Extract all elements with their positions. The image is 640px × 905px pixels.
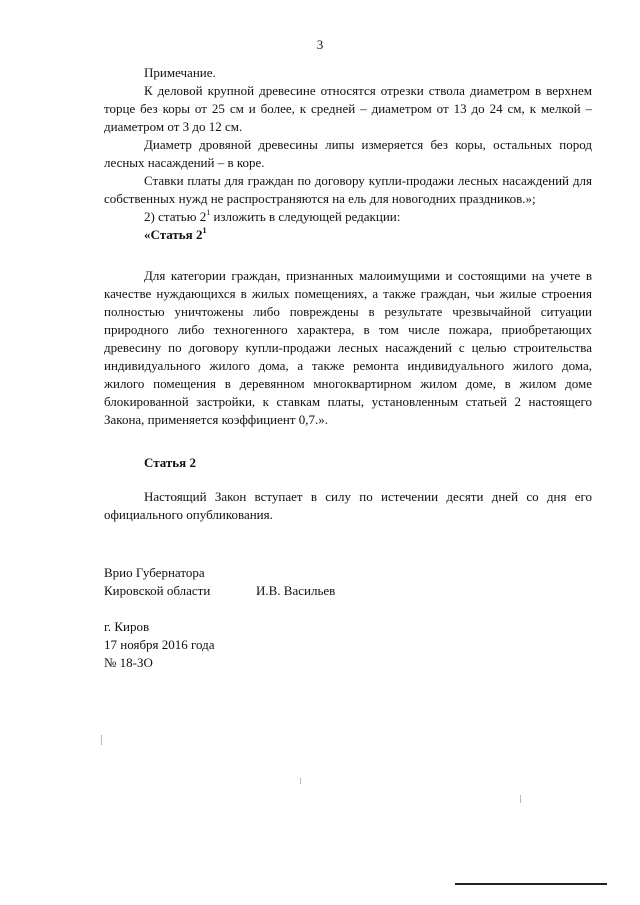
article-2-text: Настоящий Закон вступает в силу по истечении десяти дней со дня его официального опубликования.: [104, 489, 592, 522]
article-2-1-heading: [104, 226, 592, 244]
amendment-item-2: [104, 208, 592, 226]
article-2-heading: Статья 2: [144, 455, 196, 470]
article-2-section: [104, 454, 592, 472]
scan-speck: [300, 778, 301, 784]
article-2-1-body: [104, 267, 592, 429]
note-section: [104, 64, 592, 244]
scan-speck: [520, 795, 521, 803]
amendment-item-suffix: изложить в следующей редакции:: [210, 209, 401, 224]
amendment-item-superscript: 1: [206, 208, 211, 217]
note-paragraph-spruce-exception: Ставки платы для граждан по договору купли-продажи лесных насаждений для собственных нужд не распространяются на ель для новогодних праздников.»;: [104, 173, 592, 206]
signatory-position-line1: Врио Губернатора: [104, 565, 205, 580]
footer-number: № 18-ЗО: [104, 655, 153, 670]
article-2-1-text: Для категории граждан, признанных малоимущими и состоящими на учете в качестве нуждающихся в жилых помещениях, а также граждан, чьи жилые строения полностью уничтожены либо повреждены в результате чрезвычайной ситуации природного либо техногенного характера, в том числе пожара, приобретающих древесину по договору купли-продажи лесных насаждений с целью строительства индивидуального жилого дома, а также ремонта индивидуального жилого дома, жилого помещения в деревянном многоквартирном жилом доме, в жилом доме блокированной застройки, к ставкам платы, установленным статьей 2 настоящего Закона, применяется коэффициент 0,7.».: [104, 268, 592, 427]
article-2-1-prefix: «Статья 2: [144, 227, 203, 242]
note-paragraph-wood-grades: К деловой крупной древесине относятся отрезки ствола диаметром в верхнем торце без коры от 25 см и более, к средней – диаметром от 13 до 24 см, к мелкой – диаметром от 3 до 12 см.: [104, 83, 592, 134]
scan-speck: [101, 735, 102, 745]
document-footer: [104, 618, 215, 672]
note-paragraph-linden-diameter: Диаметр дровяной древесины липы измеряется без коры, остальных пород лесных насаждений – в коре.: [104, 137, 592, 170]
signatory-position-line2: Кировской области: [104, 583, 211, 598]
article-2-body: [104, 488, 592, 524]
note-heading: Примечание.: [144, 65, 216, 80]
article-2-1-superscript: 1: [202, 226, 207, 235]
signatory-name: И.В. Васильев: [256, 583, 336, 598]
footer-city: г. Киров: [104, 619, 150, 634]
page-number: 3: [316, 37, 324, 52]
signatory-title: [104, 564, 210, 600]
bottom-rule-line: [455, 883, 607, 885]
amendment-item-prefix: 2) статью 2: [144, 209, 207, 224]
footer-date: 17 ноября 2016 года: [104, 637, 215, 652]
